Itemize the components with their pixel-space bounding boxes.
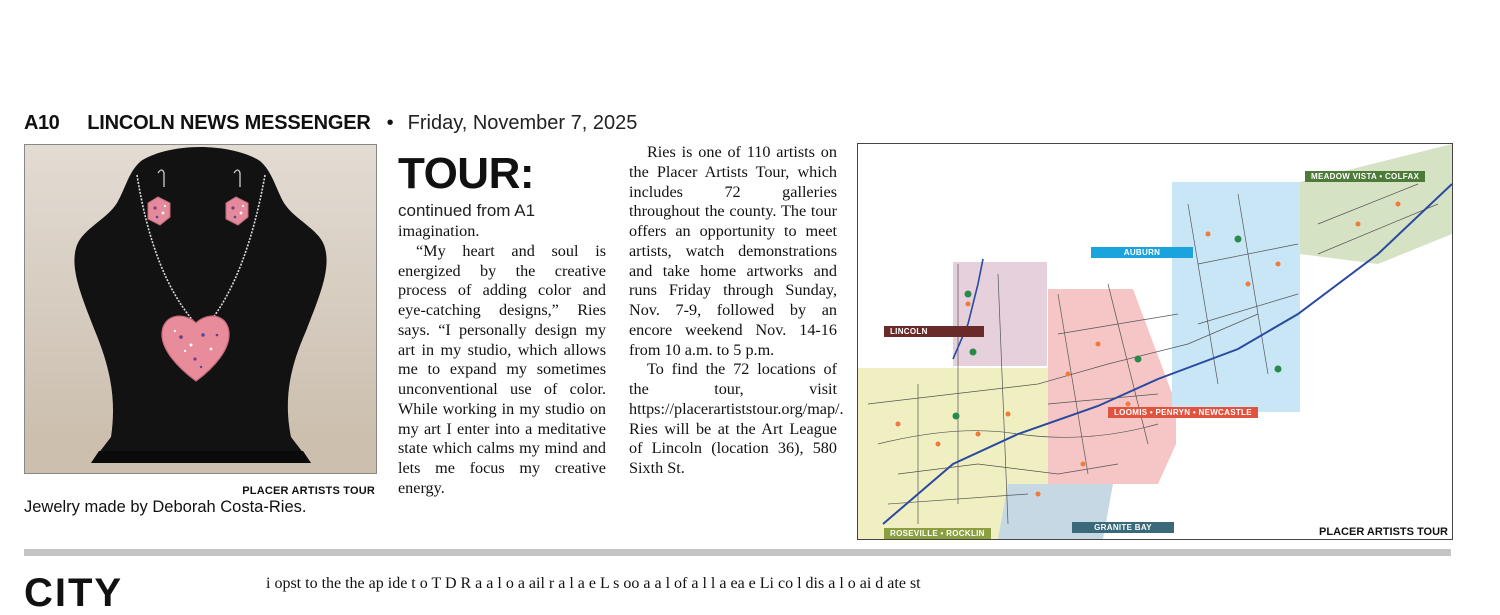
jump-line: continued from A1 — [398, 201, 536, 220]
paragraph: imagination. — [398, 222, 480, 240]
paragraph: Ries is one of 110 artists on the Placer Artists Tour, which includes 72 galleries throughout the county. The tour offers an opportunity to meet artists, watch demonstrations and take home artworks and runs Friday through Sunday, Nov. 7-9, followed by an encore weekend Nov. 14-16 from 10 a.m. to 5 p.m. — [629, 143, 837, 359]
section-divider — [24, 549, 1451, 556]
article-column-2 — [629, 143, 844, 479]
map-label-roseville-rocklin: ROSEVILLE • ROCKLIN — [884, 528, 991, 539]
map-region-loomis — [1048, 289, 1176, 504]
photo-credit: PLACER ARTISTS TOUR — [242, 485, 375, 497]
article-headline: TOUR: — [398, 149, 535, 198]
jewelry-photo — [24, 144, 377, 474]
header-separator: • — [386, 112, 394, 134]
photo-caption: Jewelry made by Deborah Costa-Ries. — [24, 498, 307, 516]
page-number: A10 — [24, 112, 60, 134]
map-label-lincoln: LINCOLN — [884, 326, 984, 337]
article-column-1 — [398, 222, 606, 499]
publication-name: LINCOLN NEWS MESSENGER — [87, 112, 371, 134]
next-story-headline: CITY — [24, 571, 124, 615]
tour-map — [857, 143, 1453, 540]
map-region-meadow-vista — [1300, 144, 1452, 264]
map-region-auburn — [1172, 182, 1300, 412]
map-label-auburn: AUBURN — [1091, 247, 1193, 258]
map-label-granite-bay: GRANITE BAY — [1072, 522, 1174, 533]
map-credit: PLACER ARTISTS TOUR — [1319, 526, 1448, 538]
paragraph: “My heart and soul is energized by the creative process of adding color and eye-catching designs,” Ries says. “I personally design my art in my studio, which allows me to expand my sometimes unconventional use of color. While working in my studio on my art I enter into a meditative state which calms my mind and lets me focus my creative energy. — [398, 241, 606, 497]
map-region-lincoln — [953, 262, 1047, 366]
paragraph: To find the 72 locations of the tour, visit https://placerartiststour.org/map/. Ries will be at the Art League of Lincoln (location 36), 580 Sixth St. — [629, 360, 844, 477]
map-label-loomis: LOOMIS • PENRYN • NEWCASTLE — [1108, 407, 1258, 418]
page-header — [24, 112, 637, 138]
next-story-text: i opst to the the ap ide t o T D R a a l o a ail r a l a e L s oo a a l of a l l a ea e Li co l dis a l o ai d ate st — [266, 575, 921, 592]
issue-date: Friday, November 7, 2025 — [407, 112, 638, 134]
map-label-meadow-vista: MEADOW VISTA • COLFAX — [1305, 171, 1425, 182]
